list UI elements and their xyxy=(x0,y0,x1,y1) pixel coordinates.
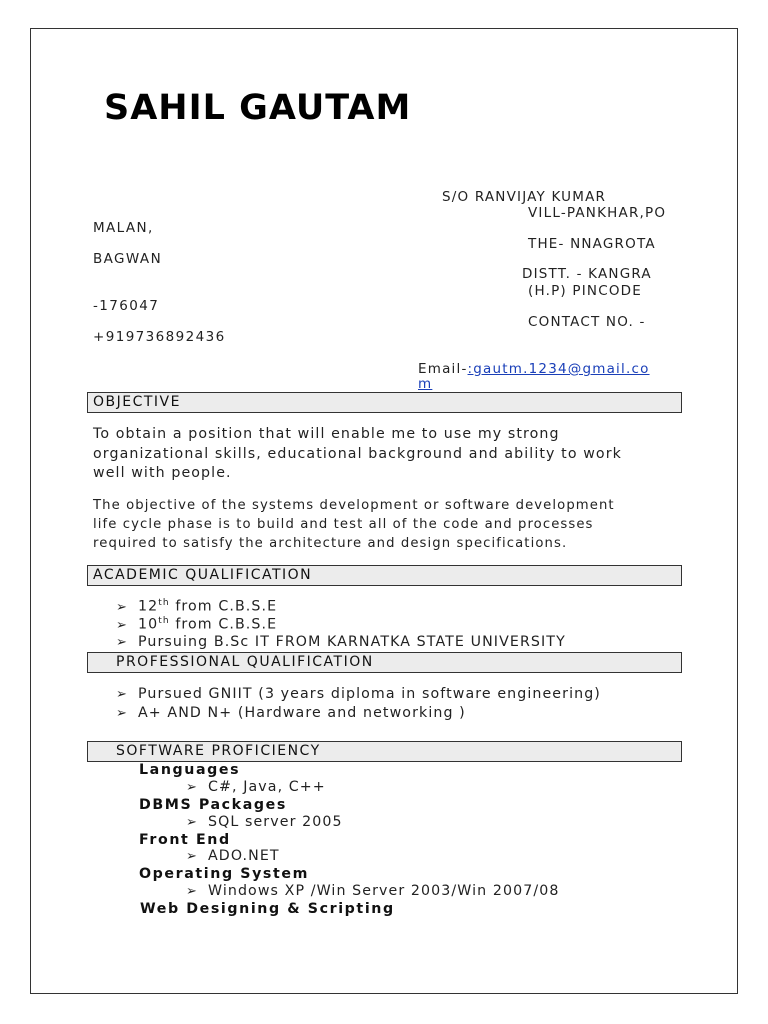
address-line-state-pincode: (H.P) PINCODE xyxy=(528,283,642,299)
objective-paragraph-1 xyxy=(93,425,693,484)
email-label: Email- xyxy=(418,361,468,377)
address-line-malan: MALAN, xyxy=(93,220,154,236)
address-line-pincode: -176047 xyxy=(93,298,160,314)
section-objective-title: OBJECTIVE xyxy=(93,394,181,410)
address-line-tehsil: THE- NNAGROTA xyxy=(528,236,656,252)
academic-item: ➢ Pursuing B.Sc IT FROM KARNATKA STATE UNIVERSITY xyxy=(116,634,566,650)
os-item: ➢ Windows XP /Win Server 2003/Win 2007/08 xyxy=(186,883,560,899)
languages-item: ➢ C#, Java, C++ xyxy=(186,779,326,795)
candidate-name: SAHIL GAUTAM xyxy=(104,88,412,128)
dbms-item: ➢ SQL server 2005 xyxy=(186,814,343,830)
arrow-bullet-icon: ➢ xyxy=(186,849,198,864)
section-academic-title: ACADEMIC QUALIFICATION xyxy=(93,567,313,583)
arrow-bullet-icon: ➢ xyxy=(186,780,198,795)
email-link-continued[interactable]: m xyxy=(418,376,433,392)
objective-text-line: organizational skills, educational background and ability to work xyxy=(93,445,622,462)
address-line-contact-label: CONTACT NO. - xyxy=(528,314,646,330)
academic-item: ➢ 12th from C.B.S.E xyxy=(116,598,278,615)
objective-paragraph-2 xyxy=(93,496,693,553)
objective-text-line: The objective of the systems development or software development xyxy=(93,498,615,513)
address-line-parent: S/O RANVIJAY KUMAR xyxy=(442,189,607,205)
contact-number: +919736892436 xyxy=(93,329,226,345)
academic-item: ➢ 10th from C.B.S.E xyxy=(116,616,278,633)
arrow-bullet-icon: ➢ xyxy=(186,884,198,899)
email-line-wrap xyxy=(418,376,432,392)
email-link[interactable]: :gautm.1234@gmail.co xyxy=(467,361,650,377)
arrow-bullet-icon: ➢ xyxy=(186,815,198,830)
os-heading: Operating System xyxy=(139,866,309,882)
section-software-title: SOFTWARE PROFICIENCY xyxy=(116,743,321,759)
section-professional-title: PROFESSIONAL QUALIFICATION xyxy=(116,654,374,670)
objective-text-line: required to satisfy the architecture and design specifications. xyxy=(93,536,568,551)
arrow-bullet-icon: ➢ xyxy=(116,617,128,633)
languages-heading: Languages xyxy=(139,762,241,778)
arrow-bullet-icon: ➢ xyxy=(116,635,128,650)
arrow-bullet-icon: ➢ xyxy=(116,599,128,615)
section-objective xyxy=(87,392,682,413)
arrow-bullet-icon: ➢ xyxy=(116,706,128,721)
address-line-bagwan: BAGWAN xyxy=(93,251,163,267)
professional-item: ➢ Pursued GNIIT (3 years diploma in software engineering) xyxy=(116,686,601,702)
section-academic xyxy=(87,565,682,586)
professional-item: ➢ A+ AND N+ (Hardware and networking ) xyxy=(116,705,466,721)
objective-text-line: well with people. xyxy=(93,465,232,481)
email-line xyxy=(418,361,650,377)
section-software xyxy=(87,741,682,762)
objective-text-line: To obtain a position that will enable me to use my strong xyxy=(93,426,560,442)
section-professional xyxy=(87,652,682,673)
frontend-item: ➢ ADO.NET xyxy=(186,848,280,864)
frontend-heading: Front End xyxy=(139,832,231,848)
web-designing-heading: Web Designing & Scripting xyxy=(140,901,395,917)
objective-text-line: life cycle phase is to build and test all of the code and processes xyxy=(93,517,594,532)
dbms-heading: DBMS Packages xyxy=(139,797,287,813)
address-line-district: DISTT. - KANGRA xyxy=(522,266,652,282)
arrow-bullet-icon: ➢ xyxy=(116,687,128,702)
address-line-village: VILL-PANKHAR,PO xyxy=(528,205,667,221)
